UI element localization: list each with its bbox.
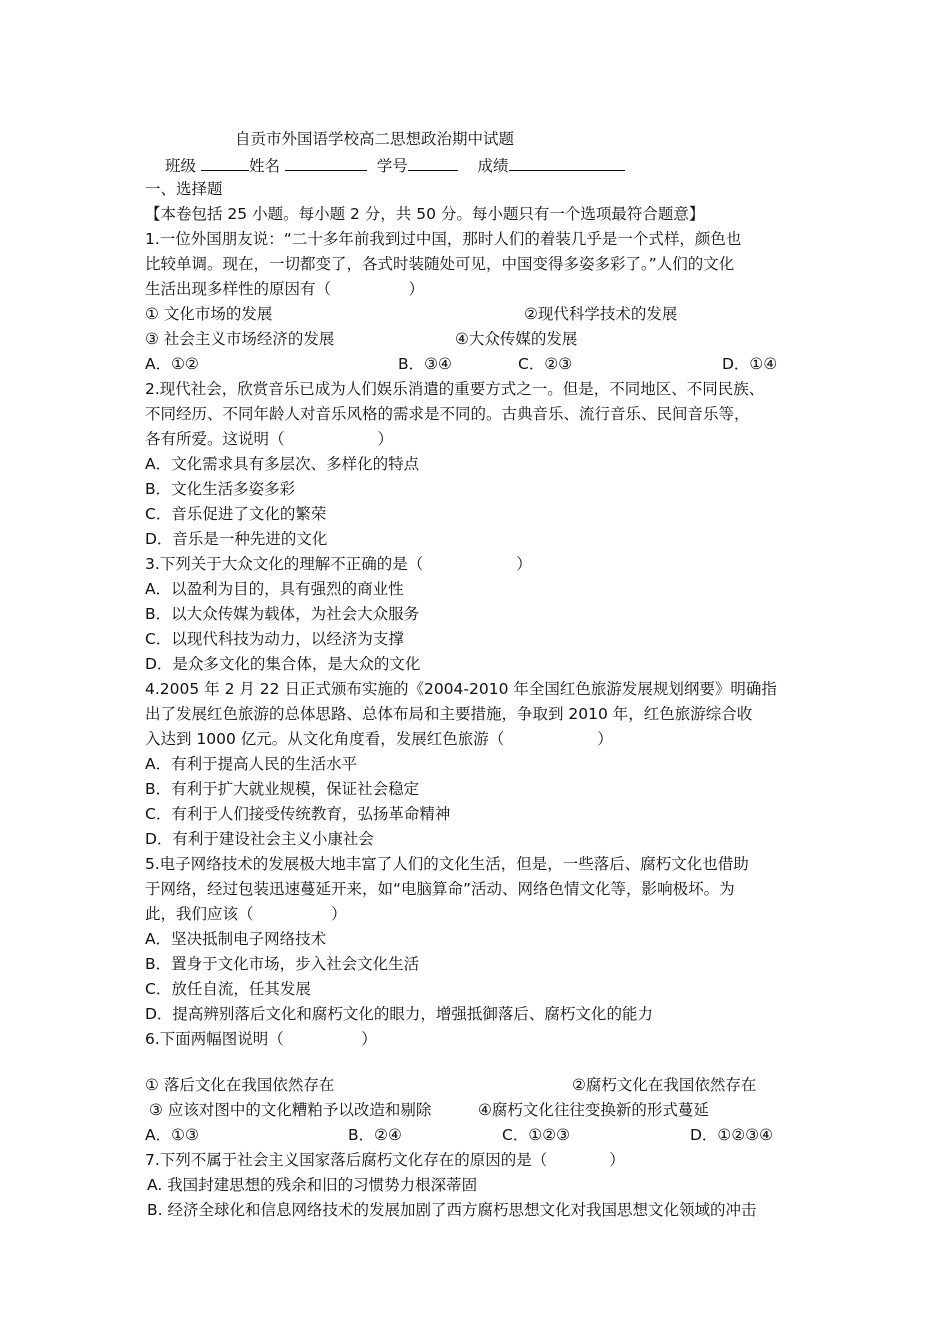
q5-option-d[interactable]: D．提高辨别落后文化和腐朽文化的眼力，增强抵御落后、腐朽文化的能力 — [145, 1005, 653, 1023]
q4-option-b[interactable]: B．有利于扩大就业规模，保证社会稳定 — [145, 780, 420, 798]
q1-statement-4: ④大众传媒的发展 — [455, 330, 578, 348]
q6-stem-line: 6.下面两幅图说明（ ） — [145, 1030, 377, 1048]
q1-stem-line: 比较单调。现在，一切都变了，各式时装随处可见，中国变得多姿多彩了。”人们的文化 — [145, 255, 735, 273]
q1-option-a[interactable]: A．①② — [145, 355, 199, 373]
q2-stem-line: 不同经历、不同年龄人对音乐风格的需求是不同的。古典音乐、流行音乐、民间音乐等， — [145, 405, 750, 423]
q1-stem-line: 生活出现多样性的原因有（ ） — [145, 280, 425, 298]
q6-statement-3: ③ 应该对图中的文化糟粕予以改造和剔除 — [149, 1101, 432, 1119]
q1-option-d[interactable]: D．①④ — [722, 355, 778, 373]
q6-option-a[interactable]: A．①③ — [145, 1126, 199, 1144]
q6-statement-2: ②腐朽文化在我国依然存在 — [572, 1076, 757, 1094]
q6-option-b[interactable]: B．②④ — [348, 1126, 402, 1144]
q2-stem-line: 2.现代社会，欣赏音乐已成为人们娱乐消遣的重要方式之一。但是，不同地区、不同民族、 — [145, 380, 765, 398]
score-label: 成绩 — [477, 157, 509, 175]
q2-option-a[interactable]: A．文化需求具有多层次、多样化的特点 — [145, 455, 420, 473]
q3-option-c[interactable]: C．以现代科技为动力，以经济为支撑 — [145, 630, 404, 648]
q5-stem-line: 于网络，经过包装迅速蔓延开来，如“电脑算命”活动、网络色情文化等，影响极坏。为 — [145, 880, 735, 898]
number-label: 学号 — [376, 157, 408, 175]
q5-option-b[interactable]: B．置身于文化市场，步入社会文化生活 — [145, 955, 420, 973]
q4-option-c[interactable]: C．有利于人们接受传统教育，弘扬革命精神 — [145, 805, 451, 823]
name-blank[interactable] — [285, 154, 367, 171]
q5-stem-line: 5.电子网络技术的发展极大地丰富了人们的文化生活，但是，一些落后、腐朽文化也借助 — [145, 855, 749, 873]
name-label: 姓名 — [248, 157, 280, 175]
page-title: 自贡市外国语学校高二思想政治期中试题 — [235, 130, 515, 148]
student-info-row — [165, 154, 625, 176]
q4-stem-line: 入达到 1000 亿元。从文化角度看，发展红色旅游（ ） — [145, 730, 613, 748]
q4-stem-line: 出了发展红色旅游的总体思路、总体布局和主要措施，争取到 2010 年，红色旅游综合收 — [145, 705, 753, 723]
q5-option-a[interactable]: A．坚决抵制电子网络技术 — [145, 930, 327, 948]
q4-option-a[interactable]: A．有利于提高人民的生活水平 — [145, 755, 358, 773]
q7-stem-line: 7.下列不属于社会主义国家落后腐朽文化存在的原因的是（ ） — [145, 1151, 625, 1169]
instruction-text: 【本卷包括 25 小题。每小题 2 分，共 50 分。每小题只有一个选项最符合题意】 — [145, 205, 705, 223]
q2-option-b[interactable]: B．文化生活多姿多彩 — [145, 480, 296, 498]
class-label: 班级 — [165, 157, 197, 175]
q5-stem-line: 此，我们应该（ ） — [145, 905, 347, 923]
class-blank[interactable] — [201, 154, 249, 171]
q2-option-d[interactable]: D．音乐是一种先进的文化 — [145, 530, 328, 548]
q1-statement-2: ②现代科学技术的发展 — [524, 305, 678, 323]
number-blank[interactable] — [408, 154, 458, 171]
score-blank[interactable] — [509, 154, 625, 171]
q3-option-d[interactable]: D．是众多文化的集合体，是大众的文化 — [145, 655, 421, 673]
q1-stem-line: 1.一位外国朋友说：“二十多年前我到过中国，那时人们的着装几乎是一个式样，颜色也 — [145, 230, 742, 248]
q7-option-a[interactable]: A. 我国封建思想的残余和旧的习惯势力根深蒂固 — [147, 1176, 478, 1194]
q2-option-c[interactable]: C．音乐促进了文化的繁荣 — [145, 505, 327, 523]
q2-stem-line: 各有所爱。这说明（ ） — [145, 430, 394, 448]
q6-statement-1: ① 落后文化在我国依然存在 — [145, 1076, 335, 1094]
q4-stem-line: 4.2005 年 2 月 22 日正式颁布实施的《2004-2010 年全国红色旅游发展规划纲要》明确指 — [145, 680, 777, 698]
q7-option-b[interactable]: B. 经济全球化和信息网络技术的发展加剧了西方腐朽思想文化对我国思想文化领域的冲击 — [147, 1201, 757, 1219]
q6-statement-4: ④腐朽文化往往变换新的形式蔓延 — [478, 1101, 709, 1119]
q1-option-c[interactable]: C．②③ — [518, 355, 573, 373]
q5-option-c[interactable]: C．放任自流，任其发展 — [145, 980, 311, 998]
q3-stem-line: 3.下列关于大众文化的理解不正确的是（ ） — [145, 555, 532, 573]
q1-option-b[interactable]: B．③④ — [398, 355, 452, 373]
q1-statement-1: ① 文化市场的发展 — [145, 305, 273, 323]
q1-statement-3: ③ 社会主义市场经济的发展 — [145, 330, 335, 348]
section-heading: 一、选择题 — [145, 180, 223, 198]
q6-option-d[interactable]: D．①②③④ — [690, 1126, 774, 1144]
q3-option-b[interactable]: B．以大众传媒为载体，为社会大众服务 — [145, 605, 420, 623]
q6-option-c[interactable]: C．①②③ — [502, 1126, 571, 1144]
q4-option-d[interactable]: D．有利于建设社会主义小康社会 — [145, 830, 374, 848]
q3-option-a[interactable]: A．以盈利为目的，具有强烈的商业性 — [145, 580, 404, 598]
